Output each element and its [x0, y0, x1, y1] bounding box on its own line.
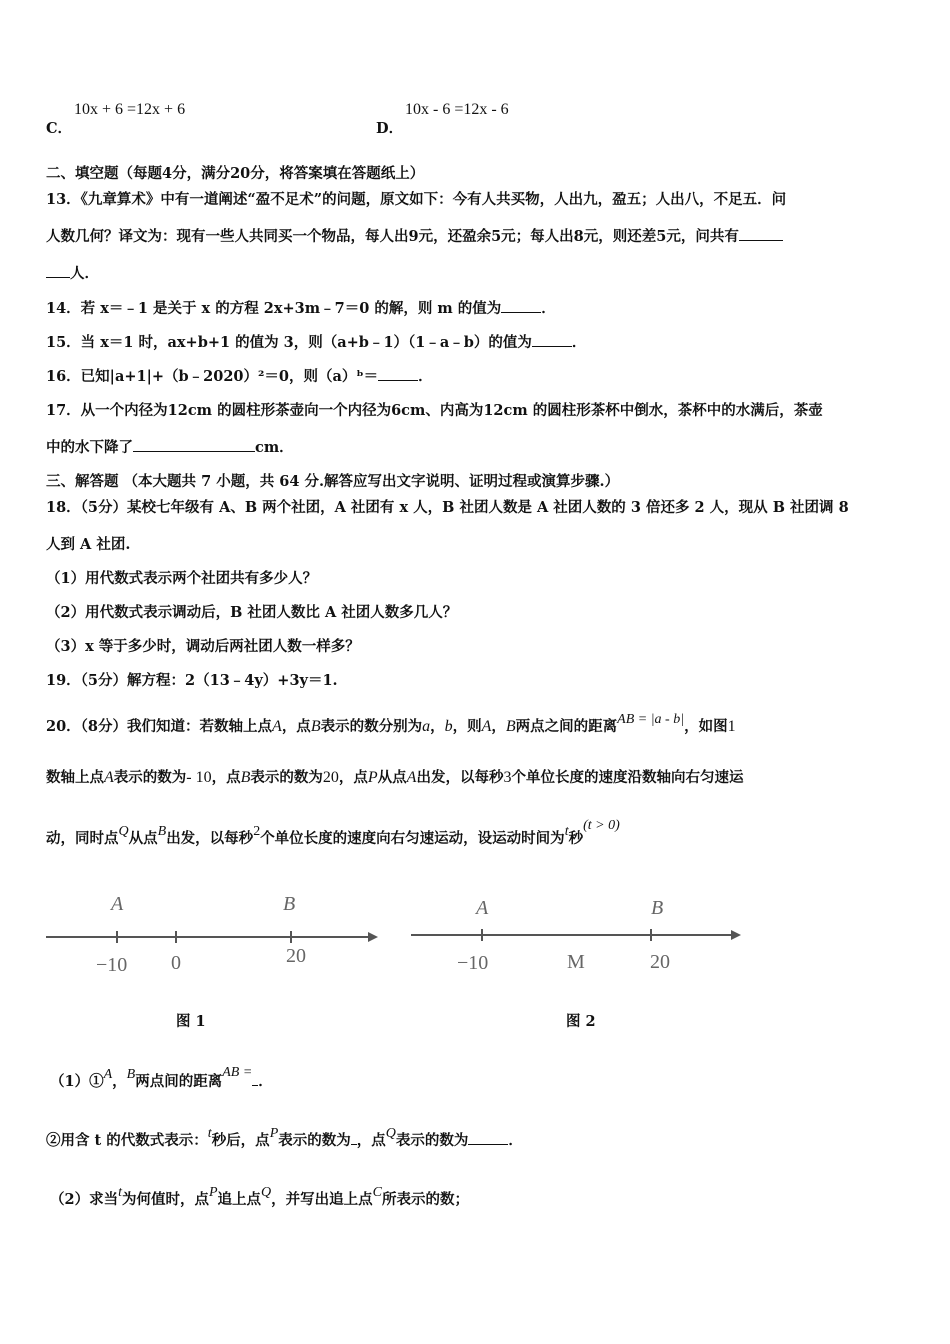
fig2-label-a: A [476, 897, 489, 919]
figure-2-caption: 图 2 [566, 1013, 596, 1030]
part2-sym-q: Q [261, 1185, 272, 1200]
part1-sym-q: Q [385, 1126, 396, 1141]
part2-sym-t: t [118, 1185, 122, 1200]
q18-sub3: （3）x 等于多少时，调动后两社团人数一样多？ [46, 638, 360, 655]
section3-heading: 三、解答题 （本大题共 7 小题，共 64 分.解答应写出文字说明、证明过程或演算步骤.） [46, 473, 620, 490]
q20-sym-t: t [564, 824, 569, 839]
q20-l2f: 从点 [377, 769, 407, 786]
q18-line1: 18．（5分）某校七年级有 A、B 两个社团，A 社团有 x 人，B 社团人数是 A 社团人数的 3 倍还多 2 人，现从 B 社团调 8 [46, 499, 849, 516]
q20-sym-a1: A [272, 718, 282, 735]
fig2-label-b: B [651, 897, 664, 919]
q17-line2-end: cm． [255, 439, 294, 456]
part1-ab-eq: AB = [222, 1065, 253, 1080]
q14-answer-blank[interactable] [501, 298, 541, 313]
q20-l1h: ，如图 [684, 718, 728, 735]
q20-l2d: 表示的数为 [250, 769, 323, 786]
q15-text: 15．当 x＝1 时，ax+b+1 的值为 3，则（a+b﹣1）（1﹣a﹣b）的值为 [46, 334, 532, 351]
q13-answer-blank-a[interactable] [739, 226, 783, 241]
fig1-label-a: A [111, 893, 124, 915]
part1-b-mid3: ，点 [356, 1132, 386, 1149]
q20-sym-a2: A [481, 718, 492, 735]
q20-l1c: 表示的数分别为 [320, 718, 423, 735]
option-d-label: D． [376, 120, 404, 137]
q20-sym-p1: P [367, 769, 378, 786]
fig1-tick-label-1: −10 [96, 954, 128, 976]
part1-q-answer-blank[interactable] [468, 1130, 508, 1145]
part2 [50, 1185, 470, 1209]
q20-l1d: ， [430, 718, 445, 735]
q20-sym-b4: B [157, 824, 167, 839]
part1-a-end: ． [258, 1073, 273, 1090]
q15-answer-blank[interactable] [532, 332, 572, 347]
figure-2-number-line [405, 880, 750, 980]
q20-sym-b1: B [310, 718, 321, 735]
q20-t-condition: (t > 0) [583, 818, 620, 833]
q20-line1 [46, 712, 736, 736]
part2-sym-p: P [208, 1185, 218, 1200]
part1-b-mid2: 表示的数为 [278, 1132, 351, 1149]
q15-end: ． [571, 334, 587, 351]
q16 [46, 365, 433, 386]
q14-text: 14．若 x＝﹣1 是关于 x 的方程 2x+3m﹣7＝0 的解，则 m 的值为 [46, 300, 502, 317]
q20-value-b: 20 [322, 769, 339, 786]
q20-l2h: 个单位长度的速度沿数轴向右匀速运 [511, 769, 744, 786]
q20-sym-b3: B [240, 769, 251, 786]
part2-e: 所表示的数； [382, 1191, 470, 1208]
option-c-label: C． [46, 120, 73, 137]
part1-b-mid4: 表示的数为 [395, 1132, 469, 1149]
q13-line2 [46, 225, 783, 246]
fig1-tick-label-3: 20 [286, 945, 306, 967]
part1-sym-p: P [269, 1126, 279, 1141]
q20-l1f: ， [491, 718, 506, 735]
fig1-label-b: B [283, 893, 296, 915]
q13-line2-text: 人数几何？译文为：现有一些人共同买一个物品，每人出9元，还盈余5元；每人出8元，则还差5元，问共有 [46, 228, 739, 245]
option-d-equation: 10x - 6 =12x - 6 [405, 101, 509, 118]
q20-fig-num: 1 [727, 718, 736, 735]
fig2-tick-label-1: −10 [457, 952, 489, 974]
figure-1-number-line [40, 880, 385, 980]
option-c-equation: 10x + 6 =12x + 6 [74, 101, 186, 118]
part1-a-text: 两点间的距离 [135, 1073, 223, 1090]
q20-l3e: 秒 [568, 830, 584, 847]
q20-l2b: 表示的数为 [113, 769, 187, 786]
q20-l1e: ，则 [452, 718, 482, 735]
q16-answer-blank[interactable] [378, 366, 418, 381]
q13-line3 [46, 262, 99, 283]
q20-sym-a3: A [104, 769, 114, 786]
q20-l2e: ，点 [338, 769, 368, 786]
q18-sub1: （1）用代数式表示两个社团共有多少人？ [46, 570, 318, 587]
q20-sym-q1: Q [118, 824, 129, 839]
fig2-tick-label-m: M [567, 951, 585, 973]
q20-value-a: - 10 [186, 769, 212, 786]
part1-b-text: ②用含 t 的代数式表示： [46, 1132, 208, 1149]
part1-sym-t: t [207, 1126, 212, 1141]
q20-l3b: 从点 [128, 830, 158, 847]
part1-b-end: ． [508, 1132, 523, 1149]
q20-sym-lower-a: a [422, 718, 431, 735]
q20-line3 [46, 818, 620, 848]
part2-b: 为何值时，点 [121, 1191, 209, 1208]
q20-speed-q: 2 [253, 824, 261, 839]
q18-line2: 人到 A 社团. [46, 536, 131, 553]
part2-a: （2）求当 [50, 1191, 119, 1208]
q20-line2 [46, 766, 743, 787]
q13-line1: 13．《九章算术》中有一道阐述“盈不足术”的问题，原文如下：今有人共买物，人出九，盈五；人出八，不足五．问 [46, 191, 787, 208]
part2-d: ，并写出追上点 [271, 1191, 373, 1208]
part2-sym-c: C [372, 1185, 383, 1200]
q14 [46, 297, 556, 318]
part1-b [46, 1126, 523, 1150]
q20-l3c: 出发，以每秒 [166, 830, 254, 847]
part1-a-mid: ， [112, 1073, 127, 1090]
q16-text: 16．已知|a+1|+（b﹣2020）²＝0，则（a）ᵇ＝ [46, 368, 379, 385]
fig2-tick-label-3: 20 [650, 951, 670, 973]
q20-ab-formula: AB = |a - b| [617, 712, 685, 727]
q19: 19．（5分）解方程：2（13﹣4y）+3y＝1. [46, 672, 338, 689]
fig1-arrow [368, 932, 378, 942]
part1-a [50, 1065, 273, 1091]
q14-end: ． [541, 300, 556, 317]
q17-line1: 17．从一个内径为12cm 的圆柱形茶壶向一个内径为6cm、内高为12cm 的圆柱形茶杯中倒水，茶杯中的水满后，茶壶 [46, 402, 823, 419]
fig2-arrow [731, 930, 741, 940]
q20-l1b: ，点 [281, 718, 311, 735]
q16-end: ． [418, 368, 433, 385]
q13-line3-text: 人． [70, 265, 99, 282]
q20-sym-b2: B [505, 718, 516, 735]
q20-l1g: 两点之间的距离 [515, 718, 618, 735]
q17-line2-text: 中的水下降了 [46, 439, 133, 456]
q20-l2g: 出发，以每秒 [416, 769, 504, 786]
part1-a-prefix: （1）① [50, 1073, 104, 1090]
q18-sub2: （2）用代数式表示调动后，B 社团人数比 A 社团人数多几人？ [46, 604, 458, 621]
q20-sym-lower-b: b [444, 718, 453, 735]
q17-line2 [46, 436, 294, 457]
q20-l1a: 20．（8分）我们知道：若数轴上点 [46, 718, 273, 735]
part1-b-mid1: 秒后，点 [211, 1132, 270, 1149]
figure-1-caption: 图 1 [176, 1013, 206, 1030]
q20-l3a: 动，同时点 [46, 830, 119, 847]
q13-answer-blank-b[interactable] [46, 263, 70, 278]
fig1-tick-label-2: 0 [171, 952, 181, 974]
section2-heading: 二、填空题（每题4分，满分20分，将答案填在答题纸上） [46, 165, 425, 182]
q15 [46, 331, 586, 352]
part1-sym-b: B [126, 1067, 136, 1082]
q20-l2a: 数轴上点 [46, 769, 104, 786]
part2-c: 追上点 [217, 1191, 262, 1208]
q20-sym-a4: A [406, 769, 417, 786]
q20-l3d: 个单位长度的速度向右匀速运动，设运动时间为 [260, 830, 565, 847]
q17-answer-blank[interactable] [133, 437, 255, 452]
q20-speed-p: 3 [503, 769, 512, 786]
part1-sym-a: A [103, 1067, 113, 1082]
q20-l2c: ，点 [211, 769, 241, 786]
